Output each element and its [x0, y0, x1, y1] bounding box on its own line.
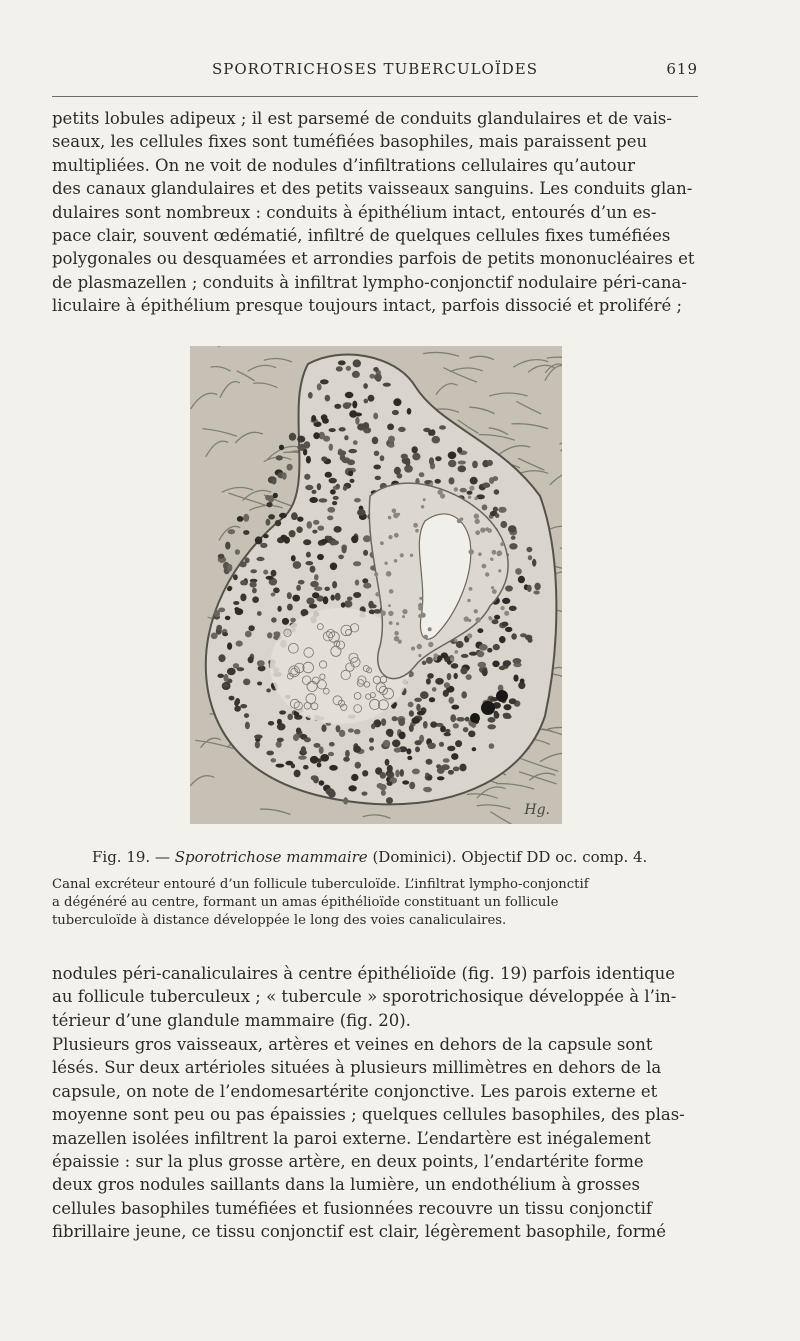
paragraph-bottom-2	[52, 1033, 698, 1244]
text-line: des canaux glandulaires et des petits vaisseaux sanguins. Les conduits glan-	[52, 179, 693, 199]
legend-line: tuberculoïde à distance développée le long des voies canaliculaires.	[52, 913, 507, 928]
legend-line: Canal excréteur entouré d’un follicule tuberculoïde. L’infiltrat lympho-conjonctif	[52, 877, 589, 892]
histology-figure	[190, 346, 562, 824]
text-line: nodules péri-canaliculaires à centre épithélioïde (fig. 19) parfois identique	[52, 964, 676, 983]
text-line: seaux, les cellules fixes sont tuméfiées basophiles, mais paraissent peu	[52, 132, 648, 152]
text-line: térieur d’une glandule mammaire (fig. 20).	[52, 1010, 411, 1030]
figure-details: (Dominici). Objectif DD oc. comp. 4.	[367, 848, 648, 866]
text-line: au follicule tuberculeux ; « tubercule » sporotrichosique développée à l’in-	[52, 987, 677, 1007]
text-line: multipliées. On ne voit de nodules d’infiltrations cellulaires qu’autour	[52, 155, 636, 175]
page-number: 619	[666, 60, 698, 78]
text-line: petits lobules adipeux ; il est parsemé de conduits glandulaires et de vais-	[52, 109, 672, 128]
text-line: mazellen isolées infiltrent la paroi externe. L’endartère est inégalement	[52, 1128, 651, 1148]
text-line: dulaires sont nombreux : conduits à épithélium intact, entourés d’un es-	[52, 202, 657, 222]
text-line: moyenne sont peu ou pas épaissies ; quelques cellules basophiles, des plas-	[52, 1105, 685, 1125]
paragraph-top	[52, 107, 698, 318]
figure-legend	[52, 876, 698, 930]
legend-line: a dégénéré au centre, formant un amas épithélioïde constituant un follicule	[52, 895, 559, 910]
artist-signature: Hg.	[524, 802, 550, 818]
running-head	[52, 60, 698, 84]
text-line: lésés. Sur deux artérioles situées à plusieurs millimètres en dehors de la	[52, 1058, 662, 1078]
figure-caption	[92, 848, 712, 866]
text-line: Plusieurs gros vaisseaux, artères et veines en dehors de la capsule sont	[52, 1035, 653, 1054]
text-line: de plasmazellen ; conduits à infiltrat lympho-conjonctif nodulaire péri-cana-	[52, 272, 687, 292]
text-line: deux gros nodules saillants dans la lumière, un endothélium à grosses	[52, 1175, 640, 1195]
text-line: polygonales ou desquamées et arrondies parfois de petits mononucléaires et	[52, 249, 695, 269]
paragraph-bottom-1	[52, 962, 698, 1032]
figure-title: Sporotrichose mammaire	[174, 848, 368, 866]
figure-label: Fig. 19. —	[92, 848, 175, 866]
text-line: fibrillaire jeune, ce tissu conjonctif est clair, légèrement basophile, formé	[52, 1222, 667, 1242]
text-line: cellules basophiles tuméfiées et fusionnées recouvre un tissu conjonctif	[52, 1198, 653, 1218]
running-title: SPOROTRICHOSES TUBERCULOÏDES	[211, 60, 539, 78]
text-line: épaissie : sur la plus grosse artère, en deux points, l’endartérite forme	[52, 1152, 644, 1172]
text-line: capsule, on note de l’endomesartérite conjonctive. Les parois externe et	[52, 1081, 658, 1101]
text-line: pace clair, souvent œdématié, infiltré de quelques cellules fixes tuméfiées	[52, 226, 671, 246]
text-line: liculaire à épithélium presque toujours intact, parfois dissocié et proliféré ;	[52, 296, 683, 316]
header-rule	[52, 96, 698, 97]
histology-illustration	[190, 346, 562, 824]
